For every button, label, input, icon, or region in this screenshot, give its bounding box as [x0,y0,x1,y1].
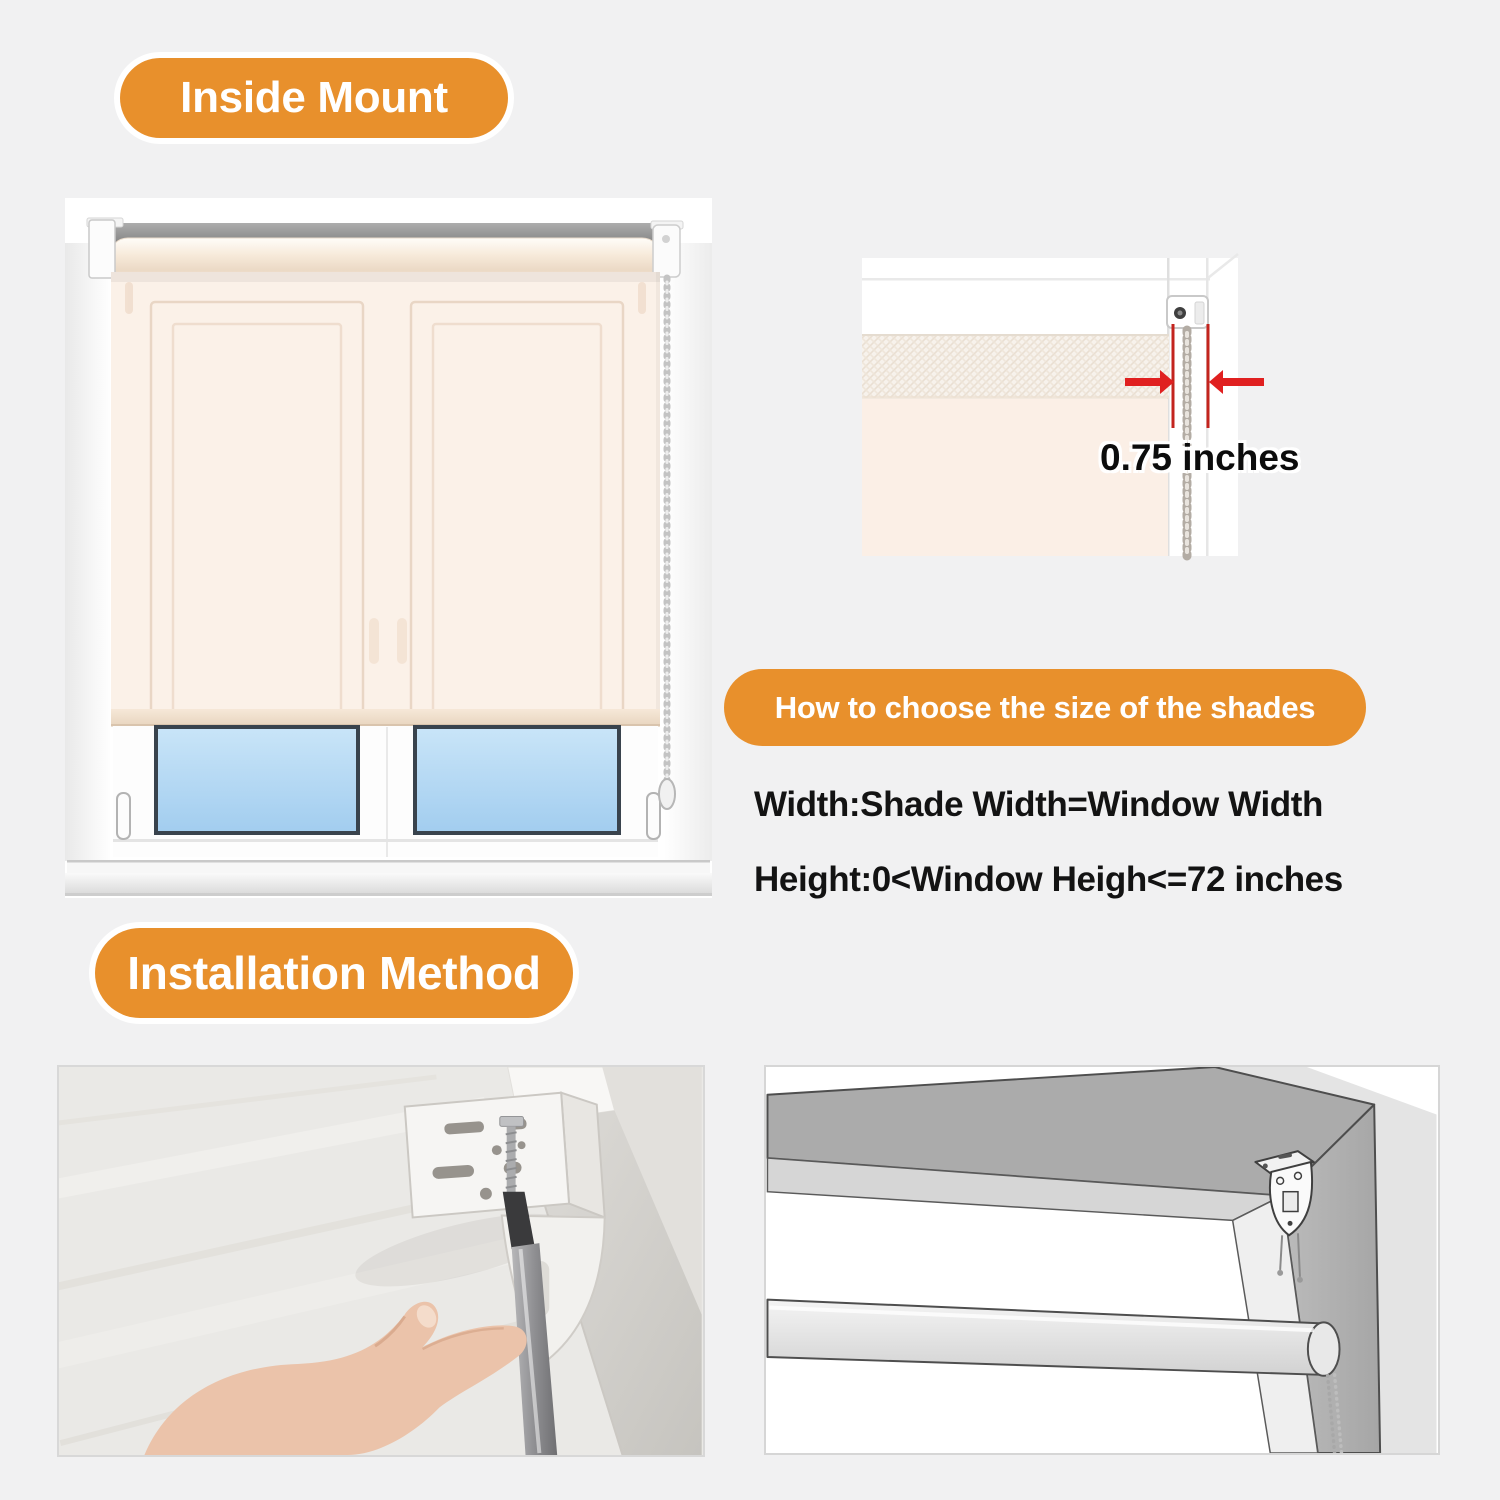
window-handle-right [647,793,660,839]
installation-method-badge [95,928,573,1018]
gap-detail-figure [862,258,1238,556]
wall-shadow-left [65,243,111,861]
bracket-install-photo-art [59,1067,703,1455]
window-handle-left [117,793,130,839]
window-glass-left [156,727,358,833]
size-guide-badge-label: How to choose the size of the shades [774,689,1316,725]
gap-measurement-label: 0.75 inches [1100,437,1300,478]
shade-fabric [111,272,660,709]
width-rule-text: Width:Shade Width=Window Width [754,785,1323,824]
bracket-install-diagram [764,1065,1440,1455]
size-guide-badge [724,669,1366,746]
inside-mount-window-figure [65,198,712,898]
window-sill [65,860,712,896]
window-glass-right [415,727,619,833]
clutch-cap-right [651,221,683,277]
window-lower-sash [113,726,660,857]
wall-shadow-right [664,243,712,861]
rolled-shade-mesh [862,334,1169,398]
roller-tube [109,238,661,276]
inside-mount-badge [120,58,508,138]
height-rule-text: Height:0<Window Heigh<=72 inches [754,860,1343,899]
gap-detail-illustration [862,258,1238,556]
inside-mount-badge-label: Inside Mount [180,73,448,122]
hem-bar [111,709,660,727]
installation-method-badge-label: Installation Method [127,947,541,999]
clutch-mechanism [1167,296,1208,328]
chain-connector [659,779,675,809]
bracket-install-photo [57,1065,705,1457]
frame-top-line [862,278,1210,281]
bracket-install-diagram-art [766,1067,1438,1453]
window-illustration [65,198,712,898]
